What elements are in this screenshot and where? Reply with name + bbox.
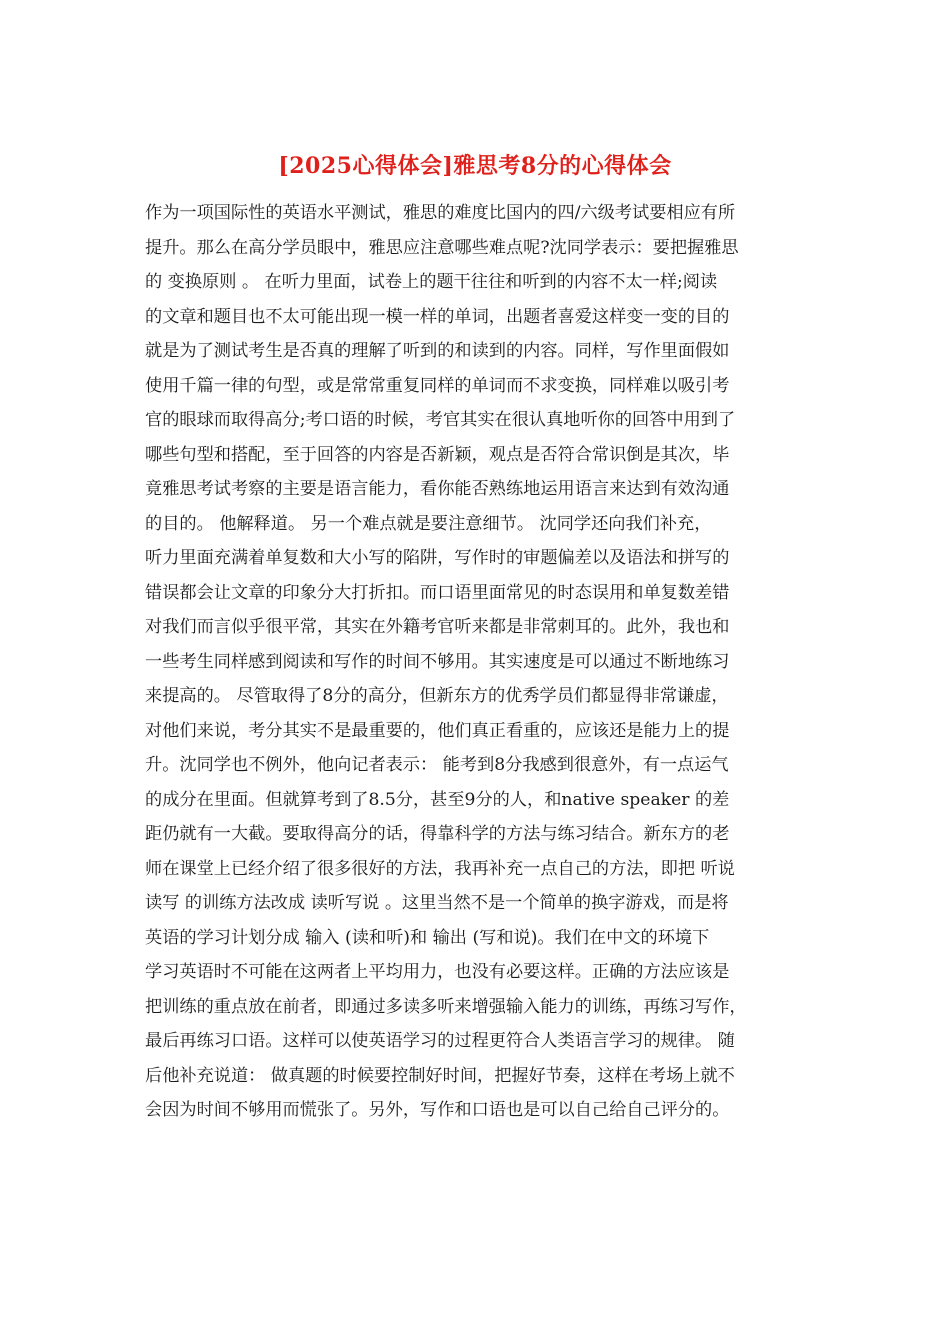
paragraph-line: 英语的学习计划分成 输入 (读和听)和 输出 (写和说)。我们在中文的环境下	[145, 927, 710, 948]
paragraph-line: 距仍就有一大截。要取得高分的话，得靠科学的方法与练习结合。新东方的老	[145, 824, 730, 844]
paragraph-line: 学习英语时不可能在这两者上平均用力，也没有必要这样。正确的方法应该是	[145, 962, 730, 982]
paragraph-line: 作为一项国际性的英语水平测试，雅思的难度比国内的四/六级考试要相应有所	[145, 203, 736, 223]
paragraph-line: 官的眼球而取得高分;考口语的时候，考官其实在很认真地听你的回答中用到了	[145, 410, 736, 430]
paragraph-line: 后他补充说道： 做真题的时候要控制好时间，把握好节奏，这样在考场上就不	[145, 1065, 735, 1086]
paragraph-line: 对他们来说，考分其实不是最重要的，他们真正看重的，应该还是能力上的提	[145, 720, 730, 741]
paragraph-line: 竟雅思考试考察的主要是语言能力，看你能否熟练地运用语言来达到有效沟通	[145, 479, 730, 499]
paragraph-line: 师在课堂上已经介绍了很多很好的方法，我再补充一点自己的方法，即把 听说	[145, 858, 735, 879]
paragraph-line: 对我们而言似乎很平常，其实在外籍考官听来都是非常刺耳的。此外，我也和	[145, 617, 730, 637]
paragraph-line: 听力里面充满着单复数和大小写的陷阱，写作时的审题偏差以及语法和拼写的	[145, 548, 730, 568]
paragraph-line: 提升。那么在高分学员眼中，雅思应注意哪些难点呢?沈同学表示：要把握雅思	[145, 237, 739, 258]
paragraph-line: 错误都会让文章的印象分大打折扣。而口语里面常见的时态误用和单复数差错	[145, 582, 730, 603]
paragraph-line: 读写 的训练方法改成 读听写说 。这里当然不是一个简单的换字游戏，而是将	[145, 893, 729, 913]
paragraph-line: 的文章和题目也不太可能出现一模一样的单词，出题者喜爱这样变一变的目的	[145, 306, 730, 327]
paragraph-line: 就是为了测试考生是否真的理解了听到的和读到的内容。同样，写作里面假如	[145, 341, 730, 361]
paragraph-line: 一些考生同样感到阅读和写作的时间不够用。其实速度是可以通过不断地练习	[145, 651, 730, 672]
paragraph-line: 使用千篇一律的句型，或是常常重复同样的单词而不求变换，同样难以吸引考	[145, 375, 730, 396]
paragraph-line: 哪些句型和搭配，至于回答的内容是否新颖，观点是否符合常识倒是其次，毕	[145, 444, 730, 465]
paragraph-line: 来提高的。 尽管取得了8分的高分，但新东方的优秀学员们都显得非常谦虚，	[145, 686, 729, 706]
paragraph-line: 的 变换原则 。 在听力里面，试卷上的题干往往和听到的内容不太一样;阅读	[145, 272, 718, 292]
paragraph-line: 的成分在里面。但就算考到了8.5分，甚至9分的人，和native speaker 的差	[145, 789, 730, 810]
paragraph-line: 会因为时间不够用而慌张了。另外，写作和口语也是可以自己给自己评分的。	[145, 1100, 730, 1120]
document-body	[145, 196, 815, 1128]
paragraph-line: 升。沈同学也不例外，他向记者表示： 能考到8分我感到很意外，有一点运气	[145, 755, 729, 775]
document-title: [2025心得体会]雅思考8分的心得体会	[278, 153, 672, 179]
paragraph-line: 把训练的重点放在前者，即通过多读多听来增强输入能力的训练，再练习写作，	[145, 996, 747, 1017]
paragraph-line: 的目的。 他解释道。 另一个难点就是要注意细节。 沈同学还向我们补充，	[145, 513, 712, 534]
paragraph-line: 最后再练习口语。这样可以使英语学习的过程更符合人类语言学习的规律。 随	[145, 1031, 735, 1051]
